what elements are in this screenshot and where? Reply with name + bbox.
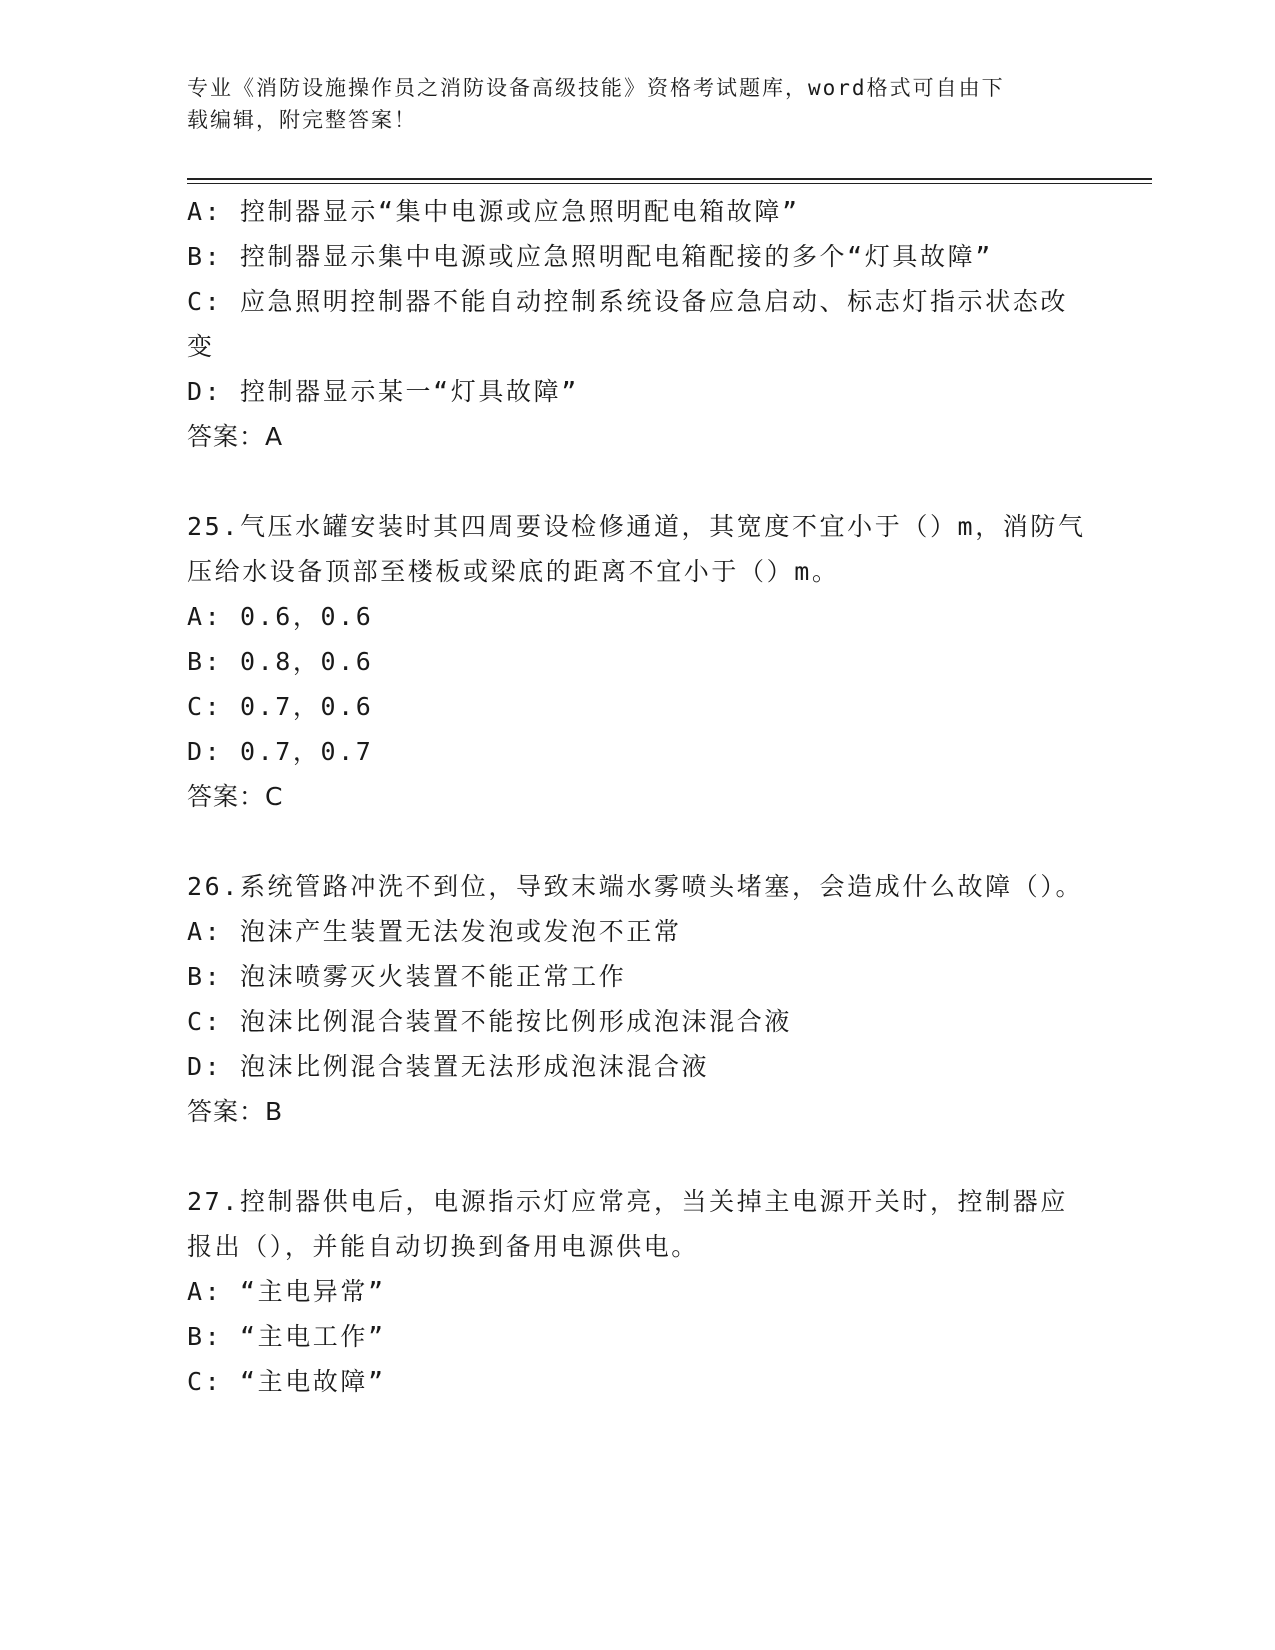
- question-text: 25.气压水罐安装时其四周要设检修通道，其宽度不宜小于（）m，消防气压给水设备顶部至楼板或梁底的距离不宜小于（）m。: [187, 512, 1086, 586]
- question-block-26: [187, 864, 1087, 1134]
- header-line-2: 载编辑，附完整答案！: [187, 108, 417, 132]
- option-a: A: 0.6，0.6: [187, 602, 374, 631]
- question-block-27: [187, 1179, 1087, 1404]
- answer-label: 答案：C: [187, 782, 284, 811]
- option-c: C: 泡沫比例混合装置不能按比例形成泡沫混合液: [187, 1007, 792, 1036]
- answer-label: 答案：B: [187, 1097, 284, 1126]
- header-line-1: 专业《消防设施操作员之消防设备高级技能》资格考试题库，word格式可自由下: [187, 76, 1005, 100]
- option-a: A: “主电异常”: [187, 1277, 386, 1306]
- option-d: D: 控制器显示某一“灯具故障”: [187, 377, 579, 406]
- question-block-25: [187, 504, 1087, 819]
- option-c: C: “主电故障”: [187, 1367, 386, 1396]
- option-d: D: 泡沫比例混合装置无法形成泡沫混合液: [187, 1052, 710, 1081]
- option-c: C: 0.7，0.6: [187, 692, 374, 721]
- option-b: B: “主电工作”: [187, 1322, 386, 1351]
- option-a: A: 控制器显示“集中电源或应急照明配电箱故障”: [187, 197, 800, 226]
- question-text: 26.系统管路冲洗不到位，导致末端水雾喷头堵塞，会造成什么故障（）。: [187, 872, 1084, 901]
- option-c: C: 应急照明控制器不能自动控制系统设备应急启动、标志灯指示状态改变: [187, 287, 1068, 361]
- question-block-24: [187, 189, 1087, 459]
- question-content: [187, 189, 1087, 1404]
- question-text: 27.控制器供电后，电源指示灯应常亮，当关掉主电源开关时，控制器应报出（），并能自动切换到备用电源供电。: [187, 1187, 1068, 1261]
- header-rule-thin: [187, 183, 1152, 184]
- option-b: B: 泡沫喷雾灭火装置不能正常工作: [187, 962, 627, 991]
- document-header: [187, 72, 1067, 136]
- header-rule-thick: [187, 178, 1152, 180]
- answer-label: 答案：A: [187, 422, 284, 451]
- option-a: A: 泡沫产生装置无法发泡或发泡不正常: [187, 917, 682, 946]
- option-b: B: 控制器显示集中电源或应急照明配电箱配接的多个“灯具故障”: [187, 242, 993, 271]
- option-b: B: 0.8，0.6: [187, 647, 374, 676]
- option-d: D: 0.7，0.7: [187, 737, 374, 766]
